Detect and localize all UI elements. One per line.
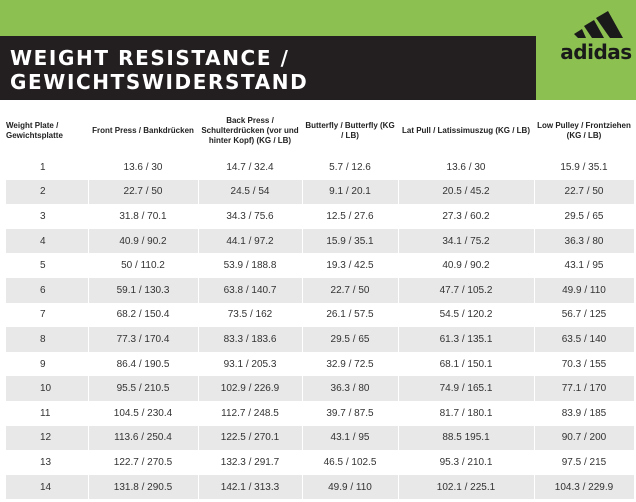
table-body <box>6 155 634 499</box>
table-cell: 34.3 / 75.6 <box>198 204 302 229</box>
table-cell: 63.5 / 140 <box>534 327 634 352</box>
table-cell: 104.5 / 230.4 <box>88 401 198 426</box>
table-cell: 43.1 / 95 <box>302 426 398 451</box>
weight-plate-cell: 9 <box>6 352 88 377</box>
table-row <box>6 401 634 426</box>
table-row <box>6 327 634 352</box>
weight-plate-cell: 4 <box>6 229 88 254</box>
table-cell: 9.1 / 20.1 <box>302 180 398 205</box>
table-row <box>6 253 634 278</box>
weight-plate-cell: 11 <box>6 401 88 426</box>
table-cell: 26.1 / 57.5 <box>302 303 398 328</box>
table-cell: 90.7 / 200 <box>534 426 634 451</box>
column-header: Front Press / Bankdrücken <box>88 107 198 155</box>
table-cell: 132.3 / 291.7 <box>198 450 302 475</box>
table-cell: 20.5 / 45.2 <box>398 180 534 205</box>
weight-plate-cell: 14 <box>6 475 88 500</box>
table-cell: 29.5 / 65 <box>534 204 634 229</box>
table-row <box>6 376 634 401</box>
table-cell: 70.3 / 155 <box>534 352 634 377</box>
weight-plate-cell: 5 <box>6 253 88 278</box>
table-row <box>6 278 634 303</box>
table-cell: 19.3 / 42.5 <box>302 253 398 278</box>
column-header: Weight Plate / Gewichtsplatte <box>6 107 88 155</box>
table-cell: 49.9 / 110 <box>534 278 634 303</box>
weight-plate-cell: 13 <box>6 450 88 475</box>
table-cell: 102.9 / 226.9 <box>198 376 302 401</box>
table-cell: 122.7 / 270.5 <box>88 450 198 475</box>
table-cell: 113.6 / 250.4 <box>88 426 198 451</box>
table-cell: 112.7 / 248.5 <box>198 401 302 426</box>
table-cell: 24.5 / 54 <box>198 180 302 205</box>
weight-plate-cell: 2 <box>6 180 88 205</box>
column-header: Low Pulley / Frontziehen (KG / LB) <box>534 107 634 155</box>
table-cell: 142.1 / 313.3 <box>198 475 302 500</box>
table-cell: 93.1 / 205.3 <box>198 352 302 377</box>
table-cell: 34.1 / 75.2 <box>398 229 534 254</box>
table-cell: 122.5 / 270.1 <box>198 426 302 451</box>
table-cell: 95.5 / 210.5 <box>88 376 198 401</box>
table-row <box>6 229 634 254</box>
column-header: Back Press / Schulterdrücken (vor und hinter Kopf) (KG / LB) <box>198 107 302 155</box>
table-cell: 83.3 / 183.6 <box>198 327 302 352</box>
weight-plate-cell: 10 <box>6 376 88 401</box>
page-title-line-2: GEWICHTSWIDERSTAND <box>10 70 309 94</box>
table-cell: 46.5 / 102.5 <box>302 450 398 475</box>
table-cell: 59.1 / 130.3 <box>88 278 198 303</box>
table-row <box>6 180 634 205</box>
table-row <box>6 352 634 377</box>
table-cell: 81.7 / 180.1 <box>398 401 534 426</box>
table-cell: 53.9 / 188.8 <box>198 253 302 278</box>
table-cell: 63.8 / 140.7 <box>198 278 302 303</box>
table-cell: 22.7 / 50 <box>88 180 198 205</box>
column-header: Lat Pull / Latissimuszug (KG / LB) <box>398 107 534 155</box>
page-title-line-1: WEIGHT RESISTANCE / <box>10 46 290 70</box>
weight-plate-cell: 8 <box>6 327 88 352</box>
table-cell: 22.7 / 50 <box>534 180 634 205</box>
table-cell: 39.7 / 87.5 <box>302 401 398 426</box>
table-header <box>6 107 634 155</box>
table-cell: 73.5 / 162 <box>198 303 302 328</box>
table-row <box>6 475 634 500</box>
table-cell: 22.7 / 50 <box>302 278 398 303</box>
weight-resistance-table <box>6 107 635 499</box>
table-cell: 97.5 / 215 <box>534 450 634 475</box>
table-cell: 36.3 / 80 <box>302 376 398 401</box>
table-cell: 13.6 / 30 <box>88 155 198 180</box>
table-cell: 77.3 / 170.4 <box>88 327 198 352</box>
table-cell: 15.9 / 35.1 <box>302 229 398 254</box>
table-cell: 50 / 110.2 <box>88 253 198 278</box>
table-cell: 83.9 / 185 <box>534 401 634 426</box>
table-cell: 32.9 / 72.5 <box>302 352 398 377</box>
table-cell: 13.6 / 30 <box>398 155 534 180</box>
weight-plate-cell: 7 <box>6 303 88 328</box>
table-cell: 40.9 / 90.2 <box>398 253 534 278</box>
table-cell: 95.3 / 210.1 <box>398 450 534 475</box>
table-cell: 102.1 / 225.1 <box>398 475 534 500</box>
three-stripes-icon <box>560 8 632 42</box>
table-cell: 74.9 / 165.1 <box>398 376 534 401</box>
brand-wordmark: adidas <box>560 40 632 64</box>
table-cell: 104.3 / 229.9 <box>534 475 634 500</box>
table-row <box>6 303 634 328</box>
table-row <box>6 426 634 451</box>
weight-plate-cell: 1 <box>6 155 88 180</box>
table-cell: 131.8 / 290.5 <box>88 475 198 500</box>
table-cell: 54.5 / 120.2 <box>398 303 534 328</box>
weight-plate-cell: 12 <box>6 426 88 451</box>
table-cell: 5.7 / 12.6 <box>302 155 398 180</box>
table-cell: 68.1 / 150.1 <box>398 352 534 377</box>
table-cell: 27.3 / 60.2 <box>398 204 534 229</box>
table-cell: 12.5 / 27.6 <box>302 204 398 229</box>
table-cell: 15.9 / 35.1 <box>534 155 634 180</box>
table-row <box>6 204 634 229</box>
weight-plate-cell: 6 <box>6 278 88 303</box>
table-cell: 31.8 / 70.1 <box>88 204 198 229</box>
table-row <box>6 450 634 475</box>
table-cell: 40.9 / 90.2 <box>88 229 198 254</box>
table-cell: 56.7 / 125 <box>534 303 634 328</box>
table-cell: 49.9 / 110 <box>302 475 398 500</box>
table-cell: 14.7 / 32.4 <box>198 155 302 180</box>
adidas-logo <box>560 8 632 68</box>
weight-plate-cell: 3 <box>6 204 88 229</box>
table-cell: 68.2 / 150.4 <box>88 303 198 328</box>
table-cell: 29.5 / 65 <box>302 327 398 352</box>
title-box <box>0 36 536 100</box>
table-cell: 36.3 / 80 <box>534 229 634 254</box>
table-cell: 86.4 / 190.5 <box>88 352 198 377</box>
table-cell: 61.3 / 135.1 <box>398 327 534 352</box>
table-cell: 47.7 / 105.2 <box>398 278 534 303</box>
table-cell: 44.1 / 97.2 <box>198 229 302 254</box>
table-cell: 43.1 / 95 <box>534 253 634 278</box>
table-cell: 88.5 195.1 <box>398 426 534 451</box>
table-cell: 77.1 / 170 <box>534 376 634 401</box>
table-row <box>6 155 634 180</box>
column-header: Butterfly / Butterfly (KG / LB) <box>302 107 398 155</box>
